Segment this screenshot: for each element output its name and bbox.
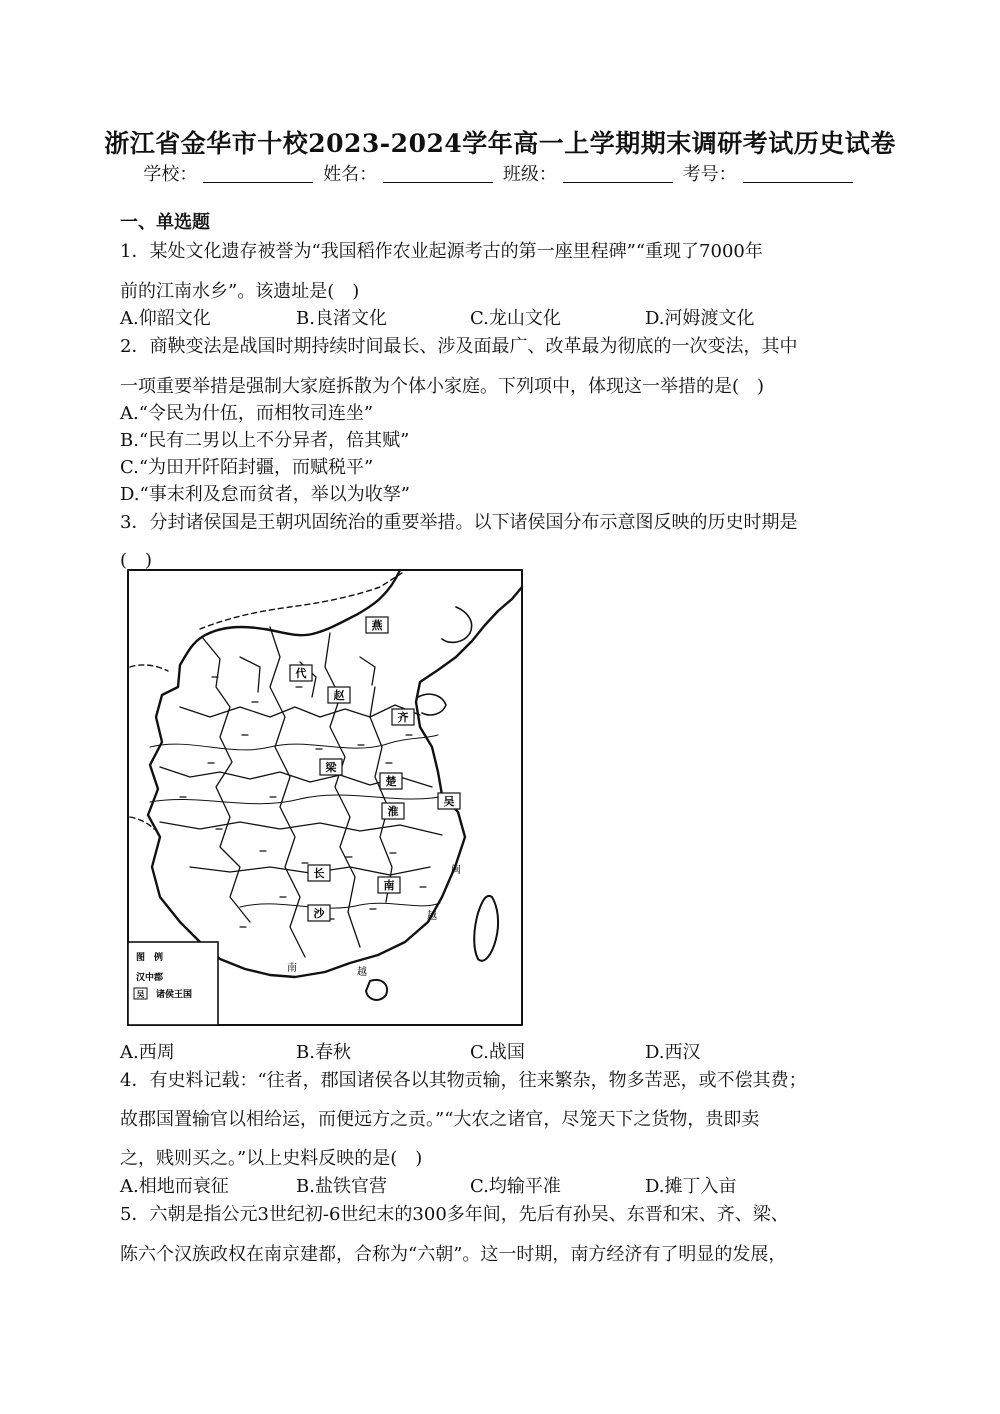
legend-kingdom: 诸侯王国 bbox=[156, 990, 193, 1000]
q2-stem-line1: 2．商鞅变法是战国时期持续时间最长、涉及面最广、改革最为彻底的一次变法，其中 bbox=[120, 336, 798, 357]
q2-option-c: C.“为田开阡陌封疆，而赋税平” bbox=[120, 457, 374, 478]
q4-stem-line3: 之，贱则买之。”以上史料反映的是( ) bbox=[120, 1148, 423, 1169]
exam-number-blank[interactable] bbox=[743, 164, 853, 183]
class-blank[interactable] bbox=[563, 164, 673, 183]
section-title: 一、单选题 bbox=[120, 212, 210, 233]
q5-stem-line1: 5．六朝是指公元3世纪初-6世纪末的300多年间，先后有孙吴、东晋和宋、齐、梁、 bbox=[120, 1204, 789, 1225]
q3-option-c: C.战国 bbox=[470, 1042, 525, 1063]
school-label: 学校： bbox=[143, 164, 198, 185]
q4-stem-line1: 4．有史料记载：“往者，郡国诸侯各以其物贡输，往来繁杂，物多苦恶，或不偿其费； bbox=[120, 1070, 807, 1091]
name-blank[interactable] bbox=[383, 164, 493, 183]
q5-stem-line2: 陈六个汉族政权在南京建都，合称为“六朝”。这一时期，南方经济有了明显的发展， bbox=[120, 1244, 787, 1265]
legend-commandery: 汉中郡 bbox=[136, 973, 164, 983]
q2-stem-line2: 一项重要举措是强制大家庭拆散为个体小家庭。下列项中，体现这一举措的是( ) bbox=[120, 376, 765, 397]
legend-marker: 吴 bbox=[136, 990, 145, 999]
q3-option-b: B.春秋 bbox=[296, 1042, 351, 1063]
map-label-huai: 淮 bbox=[387, 805, 399, 818]
q4-stem-line2: 故郡国置输官以相给运，而便远方之贡。”“大农之诸官，尽笼天下之货物，贵即卖 bbox=[120, 1109, 760, 1130]
name-label: 姓名： bbox=[323, 164, 378, 185]
legend-title: 图 例 bbox=[136, 953, 164, 963]
map-label-nan: 南 bbox=[383, 879, 395, 892]
map-label-chu: 楚 bbox=[385, 775, 397, 788]
taiwan-island bbox=[474, 896, 498, 961]
school-blank[interactable] bbox=[203, 164, 313, 183]
map-label-yue-south: 越 bbox=[357, 967, 367, 978]
q1-option-d: D.河姆渡文化 bbox=[645, 308, 755, 329]
q3-stem-line1: 3．分封诸侯国是王朝巩固统治的重要举措。以下诸侯国分布示意图反映的历史时期是 bbox=[120, 512, 798, 533]
q1-option-a: A.仰韶文化 bbox=[120, 308, 211, 329]
map-label-chang: 长 bbox=[313, 867, 325, 880]
q4-option-c: C.均输平准 bbox=[470, 1176, 561, 1197]
map-label-dai: 代 bbox=[295, 667, 307, 680]
q2-option-d: D.“事末利及怠而贫者，举以为收孥” bbox=[120, 484, 410, 505]
map-label-yue: 越 bbox=[427, 911, 437, 922]
q1-stem-line1: 1．某处文化遗存被誉为“我国稻作农业起源考古的第一座里程碑”“重现了7000年 bbox=[120, 241, 763, 262]
map-label-liang: 梁 bbox=[325, 761, 337, 774]
q1-option-c: C.龙山文化 bbox=[470, 308, 561, 329]
q3-option-d: D.西汉 bbox=[645, 1042, 701, 1063]
q4-option-a: A.相地而衰征 bbox=[120, 1176, 229, 1197]
map-label-zhao: 赵 bbox=[333, 689, 345, 702]
q4-option-b: B.盐铁官营 bbox=[296, 1176, 387, 1197]
map-legend bbox=[128, 942, 218, 1025]
q1-option-b: B.良渚文化 bbox=[296, 308, 387, 329]
map-label-yan: 燕 bbox=[371, 619, 383, 632]
map-label-sha: 沙 bbox=[313, 907, 325, 920]
q3-stem-line2: ( ) bbox=[120, 550, 153, 571]
map-label-nan-south: 南 bbox=[287, 963, 297, 974]
student-info-line bbox=[0, 160, 1000, 186]
map-label-qi: 齐 bbox=[397, 711, 409, 724]
exam-number-label: 考号： bbox=[682, 164, 737, 185]
q3-option-a: A.西周 bbox=[120, 1042, 175, 1063]
q2-option-b: B.“民有二男以上不分异者，倍其赋” bbox=[120, 430, 410, 451]
q4-option-d: D.摊丁入亩 bbox=[645, 1176, 737, 1197]
q2-option-a: A.“令民为什伍，而相牧司连坐” bbox=[120, 403, 374, 424]
feudal-states-map bbox=[120, 567, 526, 1029]
class-label: 班级： bbox=[502, 164, 557, 185]
map-label-min: 闽 bbox=[451, 865, 461, 876]
exam-title: 浙江省金华市十校2023-2024学年高一上学期期末调研考试历史试卷 bbox=[104, 129, 896, 158]
q1-stem-line2: 前的江南水乡”。该遗址是( ) bbox=[120, 281, 360, 302]
map-label-wu: 吴 bbox=[443, 795, 455, 808]
